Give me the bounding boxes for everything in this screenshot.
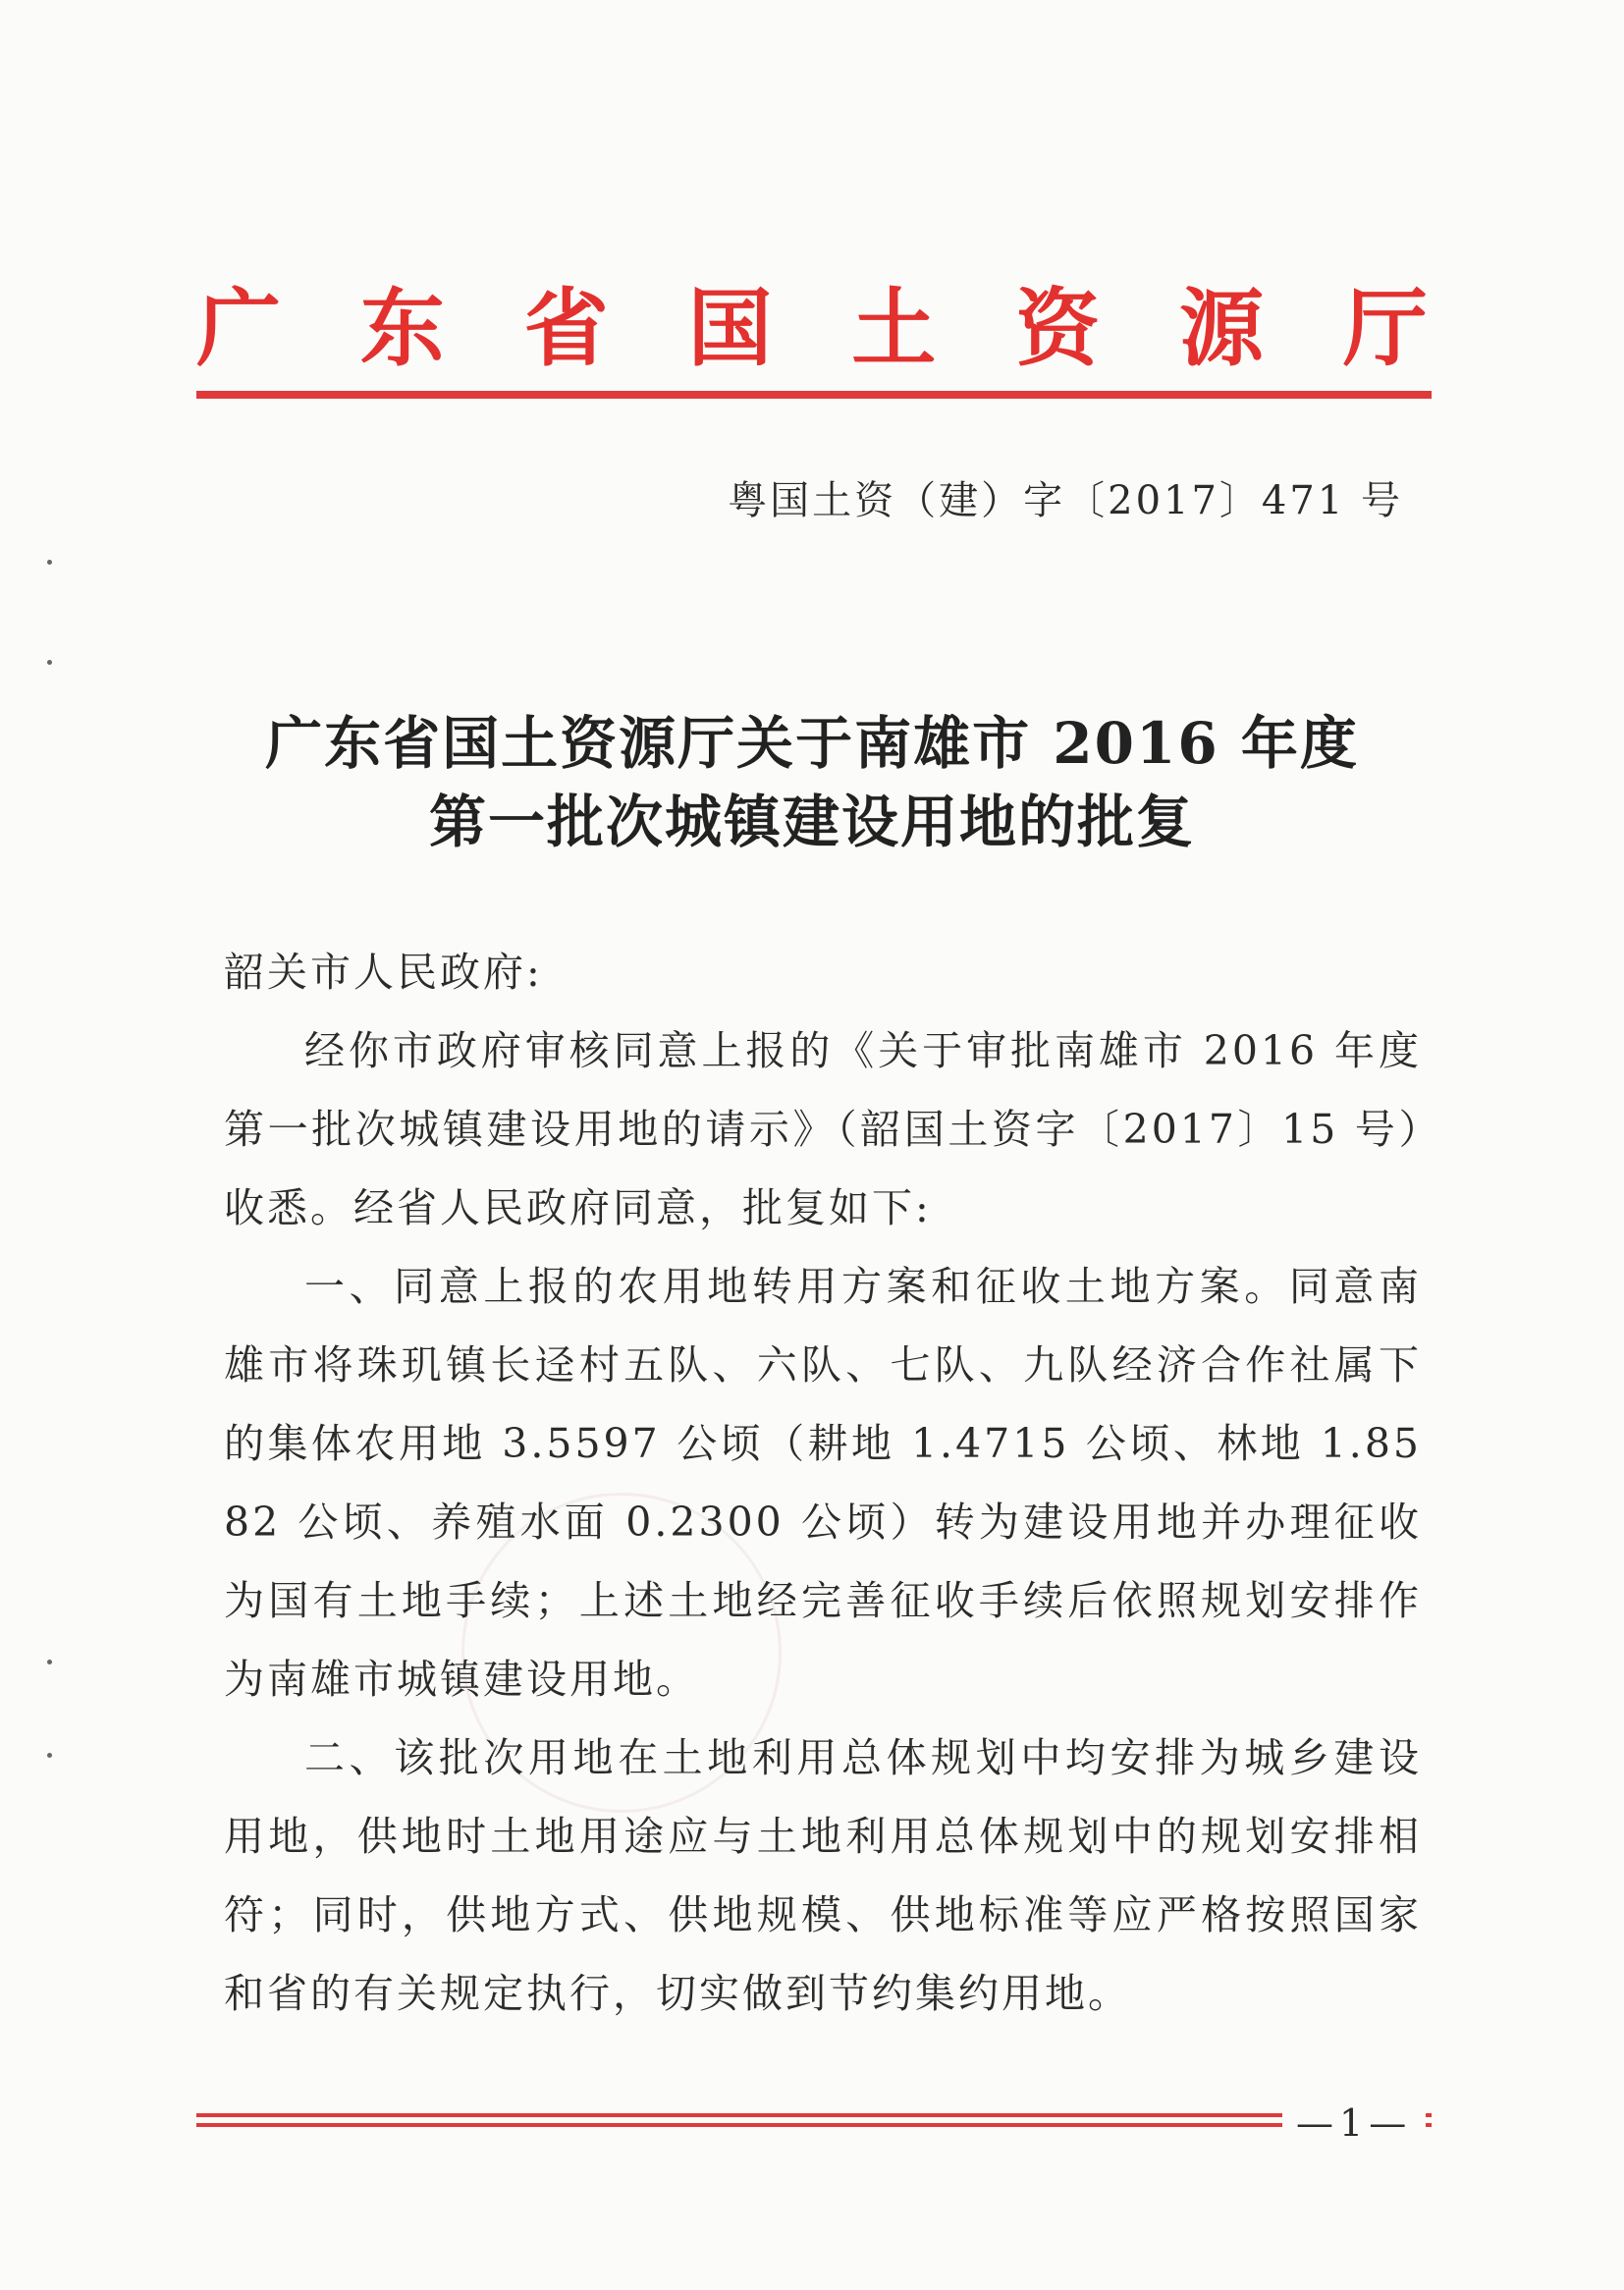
document-number: 粤国土资（建）字〔2017〕471 号 — [728, 478, 1403, 523]
body-paragraph: 一、同意上报的农用地转用方案和征收土地方案。同意南雄市将珠玑镇长迳村五队、六队、七队、九队经济合作社属下的集体农用地 3.5597 公顷（耕地 1.4715 公顷、林地 1.8582 公顷、养殖水面 0.2300 公顷）转为建设用地并办理征收为国有土地手续；上述土地经完善征收手续后依照规划安排作为南雄市城镇建设用地。 — [224, 1263, 1422, 1703]
letterhead-char: 资 — [1015, 280, 1101, 378]
footer-red-rule — [196, 2123, 1432, 2127]
scan-dot — [47, 1753, 52, 1758]
page-number: —1— — [1282, 2101, 1426, 2145]
scan-dot — [47, 1660, 52, 1664]
footer-red-rule — [196, 2113, 1432, 2117]
document-body — [224, 933, 1422, 2033]
letterhead-char: 省 — [523, 280, 609, 378]
body-paragraph: 经你市政府审核同意上报的《关于审批南雄市 2016 年度第一批次城镇建设用地的请示》（韶国土资字〔2017〕15 号）收悉。经省人民政府同意，批复如下: — [224, 1027, 1422, 1231]
page-number-value: 1 — [1339, 2101, 1370, 2145]
letterhead-char: 国 — [687, 280, 773, 378]
document-title-line-2: 第一批次城镇建设用地的批复 — [428, 789, 1195, 855]
salutation: 韶关市人民政府: — [224, 949, 543, 996]
document-title-line-1: 广东省国土资源厅关于南雄市 2016 年度 — [265, 710, 1359, 777]
scan-dot — [47, 560, 52, 565]
letterhead-char: 土 — [851, 280, 937, 378]
body-paragraph: 二、该批次用地在土地利用总体规划中均安排为城乡建设用地，供地时土地用途应与土地利用总体规划中的规划安排相符；同时，供地方式、供地规模、供地标准等应严格按照国家和省的有关规定执行，切实做到节约集约用地。 — [224, 1734, 1422, 2017]
letterhead-char: 厅 — [1342, 280, 1428, 378]
letterhead-char: 源 — [1179, 280, 1265, 378]
letterhead-red-rule — [196, 391, 1432, 399]
letterhead-char: 东 — [359, 280, 445, 378]
letterhead-char: 广 — [196, 280, 281, 378]
letterhead-title — [196, 265, 1428, 393]
scan-dot — [47, 660, 52, 665]
